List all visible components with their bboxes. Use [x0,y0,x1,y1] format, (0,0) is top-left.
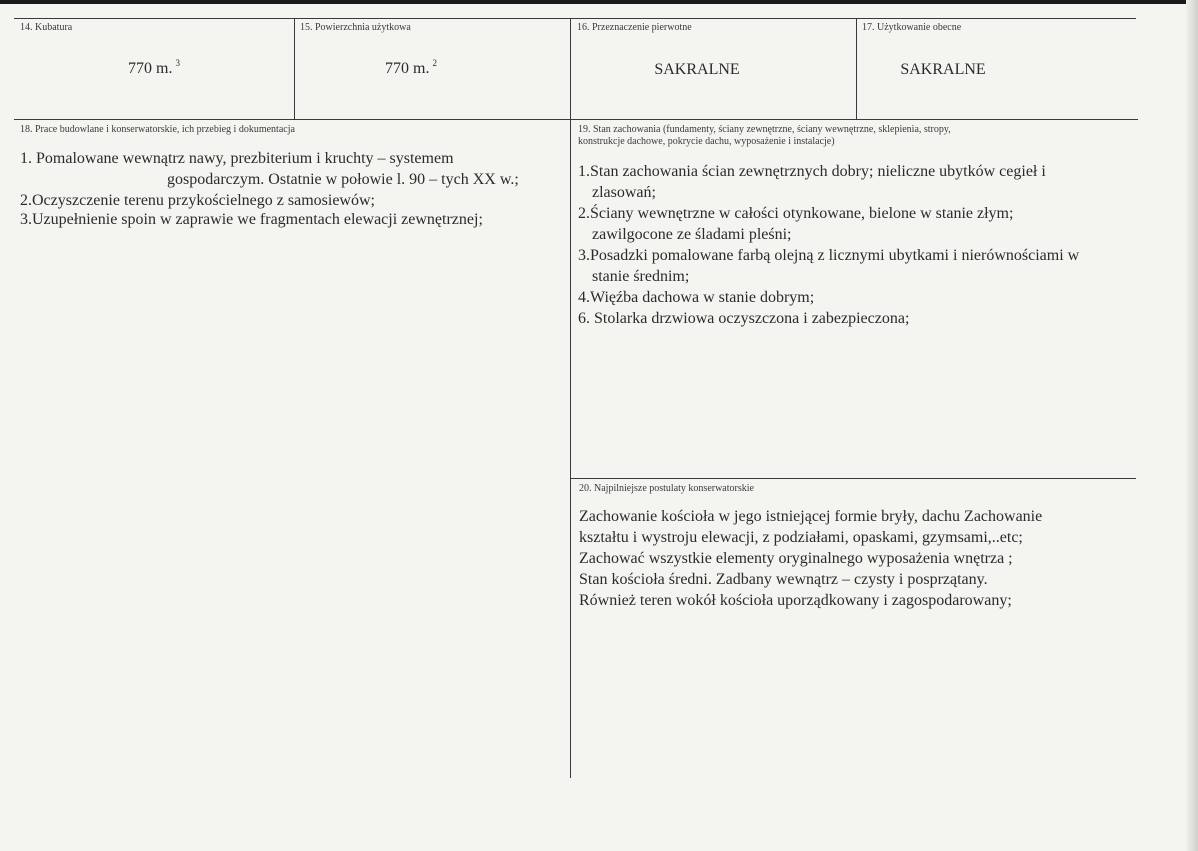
uzytkowanie-value: SAKRALNE [900,61,986,78]
section19-line-4: zawilgocone ze śladami pleśni; [592,226,792,243]
section20-line-2: kształtu i wystroju elewacji, z podziałami, opaskami, gzymsami,..etc; [579,529,1023,546]
section20-line-5: Również teren wokół kościoła uporządkowany i zagospodarowany; [579,592,1012,609]
section20-line-4: Stan kościoła średni. Zadbany wewnątrz – czysty i posprzątany. [579,571,988,588]
section18-line-3: 2.Oczyszczenie terenu przykościelnego z samosiewów; [20,192,375,209]
section19-text [578,161,1079,329]
section20-line-3: Zachować wszystkie elementy oryginalnego wyposażenia wnętrza ; [579,550,1013,567]
section18-line-2: gospodarczym. Ostatnie w połowie l. 90 – tych XX w.; [167,171,519,188]
section19-line-5: 3.Posadzki pomalowane farbą olejną z licznymi ubytkami i nierównościami w [578,247,1080,264]
kubatura-value: 770 m. $^3$ [128,58,180,77]
uzytkowanie-label: 17. Użytkowanie obecne [862,22,962,33]
paper-edge-shadow [1186,0,1198,851]
rule-section20 [570,478,1136,479]
section20-label: 20. Najpilniejsze postulaty konserwatorskie [579,483,754,494]
kubatura-label: 14. Kubatura [20,22,73,33]
section18-line-4: 3.Uzupełnienie spoin w zaprawie we fragmentach elewacji zewnętrznej; [20,211,483,228]
section19-line-8: 6. Stolarka drzwiowa oczyszczona i zabezpieczona; [578,310,910,327]
section19-line-2: zlasowań; [592,184,656,201]
rule-top [14,18,1136,19]
top-edge-line [0,0,1198,4]
przeznaczenie-label: 16. Przeznaczenie pierwotne [577,22,692,33]
section19-line-7: 4.Więźba dachowa w stanie dobrym; [578,289,815,306]
section19-line-1: 1.Stan zachowania ścian zewnętrznych dobry; nieliczne ubytków cegieł i [578,163,1046,180]
divider-center [570,18,571,778]
section19-line-6: stanie średnim; [592,268,690,285]
powierzchnia-label: 15. Powierzchnia użytkowa [300,22,411,33]
section19-label-line2: konstrukcje dachowe, pokrycie dachu, wyposażenie i instalacje) [578,136,835,147]
section18-label: 18. Prace budowlane i konserwatorskie, ich przebieg i dokumentacja [20,124,295,135]
section20-text [579,506,1042,611]
section18-line-1: 1. Pomalowane wewnątrz nawy, prezbiterium i kruchty – systemem [20,150,454,167]
przeznaczenie-value: SAKRALNE [654,61,740,78]
section19-line-3: 2.Ściany wewnętrzne w całości otynkowane, bielone w stanie złym; [578,205,1014,222]
powierzchnia-value: 770 m. $^2$ [385,58,437,77]
section20-line-1: Zachowanie kościoła w jego istniejącej formie bryły, dachu Zachowanie [579,508,1043,525]
rule-row2 [14,119,1138,120]
section19-label-line1: 19. Stan zachowania (fundamenty, ściany zewnętrzne, ściany wewnętrzne, sklepienia, stropy, [578,124,951,135]
